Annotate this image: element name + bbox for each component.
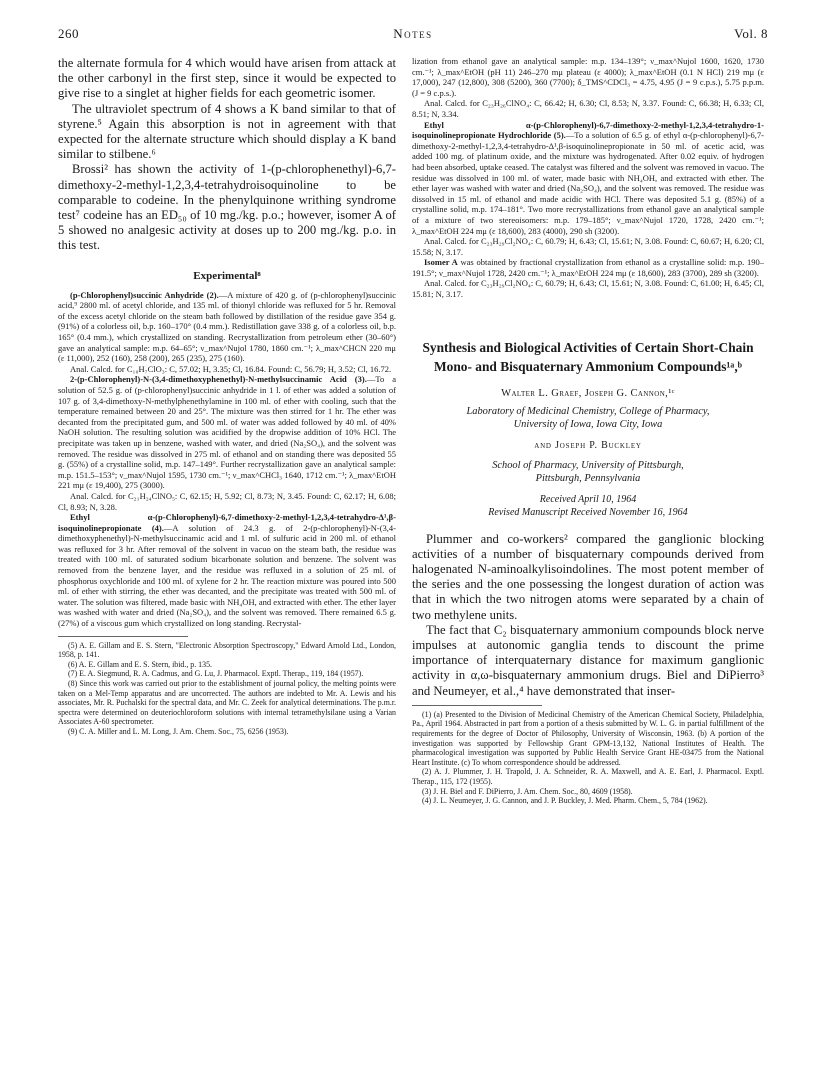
received-date: Received April 10, 1964 [539, 494, 637, 506]
footnote: (7) E. A. Siegmund, R. A. Cadmus, and G. Lu, J. Pharmacol. Exptl. Therap., 119, 184 (1957). [68, 669, 364, 679]
analysis-line: Anal. Calcd. for C₂₃H₂₉Cl₂NO₄: C, 60.79; H, 6.43; Cl, 15.61; N, 3.08. Found: C, 61.00; H, 6.45; Cl, 15.81; N, 3.17. [412, 278, 764, 300]
procedure-paragraph [58, 374, 396, 491]
procedure-paragraph [412, 120, 764, 237]
compound-heading: Isomer A [424, 257, 458, 268]
compound-heading: 2-(p-Chlorophenyl)-N-(3,4-dimethoxyphenethyl)-N-methylsuccinamic Acid (3). [70, 374, 367, 385]
footnote: (4) J. L. Neumeyer, J. G. Cannon, and J. P. Buckley, J. Med. Pharm. Chem., 5, 784 (1962). [422, 796, 708, 806]
procedure-paragraph [58, 290, 396, 364]
footnote: (6) A. E. Gillam and E. S. Stern, ibid., p. 135. [68, 659, 212, 669]
affiliation-line: Laboratory of Medicinal Chemistry, College of Pharmacy, [466, 405, 710, 417]
article-title: Synthesis and Biological Activities of Certain Short-Chain Mono- and Bisquaternary Ammonium Compounds¹ᵃ,ᵇ [422, 339, 754, 374]
page-header [58, 26, 768, 44]
second-author-line: and Joseph P. Buckley [534, 439, 642, 451]
intro-text [58, 56, 396, 254]
analysis-line: Anal. Calcd. for C₂₃H₂₉Cl₂NO₄: C, 60.79; H, 6.43; Cl, 15.61; N, 3.08. Found: C, 60.67; H, 6.20; Cl, 15.58; N, 3.17. [412, 236, 764, 257]
procedure-text: —A solution of 24.3 g. of 2-(p-chlorophenyl)-N-(3,4-dimethoxyphenethyl)-N-methylsuccinamic acid and 1 ml. of sulfuric acid in 200 ml. of ethanol was refluxed for 3 hr. After removal of the solvent in vacuo on the steam bath, the residue was treated with 100 ml. of saturated sodium bicarbonate solution and benzene. The solvent was removed from the benzene layer, and the residue was refluxed in a solution of 25 ml. of phosphorus oxychloride and 100 ml. of xylene for 2 hr. The reaction mixture was poured into 500 ml. of ether with stirring, the ether was decanted, and the precipitate was treated with 500 ml. of water. The solution was filtered, made basic with NH₄OH, and extracted with ether. The ether layer was washed with water and dried (Na₂SO₄), and the solvent was removed. There remained 6.5 g. (27%) of a viscous gum which crystallized on long standing. Recrystal- [58, 522, 396, 629]
footnote: (1) (a) Presented to the Division of Medicinal Chemistry of the American Chemical Society, Philadelphia, Pa., April 1964. Abstracted in part from a portion of a thesis submitted by W. L. G. in partial fulfillment of the requirements for the degree of Doctor of Philosophy, University of Wisconsin, 1963. (b) A portion of the investigation was supported by Fellowship Grant GPM-13,132, National Institutes of Health. The pharmacological investigation was supported by Public Health Service Grant HE-03475 from the National Heart Institute. (c) To whom correspondence should be addressed. [412, 709, 764, 767]
intro-paragraph: the alternate formula for 4 which would have arisen from attack at the other carbonyl in the first step, since it would be expected to give rise to a singlet at higher fields for each geometric isomer. [58, 56, 396, 101]
body-paragraph: The fact that C₂ bisquaternary ammonium compounds block nerve impulses at autonomic ganglia tends to discount the prime importance of interquaternary distance for maximum ganglionic activity in α,ω-bisquaternary ammonium drugs. Biel and DiPierro³ and Neumeyer, et al.,⁴ have demonstrated that inser- [412, 622, 764, 698]
analysis-line: Anal. Calcd. for C₁₀H₇ClO₃: C, 57.02; H, 3.35; Cl, 16.84. Found: C, 56.79; H, 3.52; Cl, 16.72. [70, 363, 392, 374]
procedure-text: —A mixture of 420 g. of (p-chlorophenyl)succinic acid,⁹ 2800 ml. of acetyl chloride, and 135 ml. of thionyl chloride was refluxed for 5 hr. Removal of the excess acetyl chloride on the steam bath followed by distillation of the residue gave 354 g. (91%) of a colorless oil, b.p. 160–170° (0.4 mm.). Redistillation gave 338 g. of a colorless oil, b.p. 165° (0.4 mm.), which crystallized on standing. Recrystallization from petroleum ether (30–60°) gave an analytical sample: m.p. 64–65°; ν_max^Nujol 1780, 1860 cm.⁻¹; λ_max^CHCN 220 mμ (ε 11,000), 252 (160), 258 (200), 265 (235), 275 (160). [58, 289, 396, 364]
intro-paragraph: Brossi² has shown the activity of 1-(p-chlorophenethyl)-6,7-dimethoxy-2-methyl-1,2,3,4-tetrahydroisoquinoline to be comparable to codeine. In the phenylquinone writhing syndrome test⁷ codeine has an ED₅₀ of 10 mg./kg. p.o.; however, isomer A of 5 showed no analgesic activity at doses up to 200 mg./kg. p.o. in this test. [58, 162, 396, 253]
footnote: (9) C. A. Miller and L. M. Long, J. Am. Chem. Soc., 75, 6256 (1953). [68, 726, 289, 736]
analysis-line: Anal. Calcd. for C₂₁H₂₄ClNO₅: C, 62.15; H, 5.92; Cl, 8.73; N, 3.45. Found: C, 62.17; H, 6.08; Cl, 8.93; N, 3.28. [58, 490, 396, 512]
footnote-divider [412, 705, 542, 706]
revised-date: Revised Manuscript Received November 16, 1964 [488, 506, 688, 518]
authors-line: Walter L. Graef, Joseph G. Cannon,¹ᶜ [501, 387, 675, 399]
procedure-paragraph [412, 257, 764, 278]
procedure-text: —To a solution of 52.5 g. of (p-chlorophenyl)succinic anhydride in 1 l. of ether was added a solution of 107 g. of 3,4-dimethoxy-N-methylphenethylamine in 100 ml. of ether with cooling, such that the temperature remained between 20 and 25°. The mixture was then stirred for 1 hr. The ether was decanted from the precipitated gum, and 500 ml. of water was added followed by 40 ml. of 40% NaOH solution. The resulting solution was acidified by the dropwise addition of 10% HCl. The precipitate was taken up in benzene, washed with water, and dried (Na₂SO₄), and the solvent was removed. The residue was dissolved in 275 ml. of ethanol and on standing there was deposited 55 g. (55%) of a crystalline solid, m.p. 147–149°. Further recrystallization gave an analytical sample: m.p. 151.5–153°; ν_max^Nujol 1595, 1730 cm.⁻¹; ν_max^CHCl₃ 1640, 1712 cm.⁻¹; λ_max^EtOH 221 mμ (ε 19,400), 275 (3000). [58, 374, 396, 491]
affiliation-line: University of Iowa, Iowa City, Iowa [513, 419, 663, 431]
footnote: (8) Since this work was carried out prior to the establishment of journal policy, the melting points were taken on a Mel-Temp apparatus and are uncorrected. The authors are indebted to Mr. A. Lewis and his associates, Mr. R. Puchalski for the spectral data, and Mr. C. Zeek for analytical determinations. The p.m.r. spectra were determined on deuteriochloroform solutions with internal tetramethylsilane using a Varian Associates A-60 spectrometer. [58, 679, 396, 727]
body-paragraph: Plummer and co-workers² compared the ganglionic blocking activities of a number of bisquaternary compounds derived from halogenated N-aminoalkylisoindolines. The most potent member of the series and the one possessing the longest duration of action was that in which the two nitrogen atoms were separated by a chain of two methylene units. [412, 531, 764, 622]
right-footnotes [412, 710, 764, 806]
page-number: 260 [58, 26, 79, 41]
procedure-text: lization from ethanol gave an analytical sample: m.p. 134–139°; ν_max^Nujol 1600, 1620, 1730 cm.⁻¹; λ_max^EtOH (pH 11) 246–270 mμ plateau (ε 4000); λ_max^EtOH (0.1 N HCl) 219 mμ (ε 17,000), 247 (12,800), 308 (5200), 360 (7700); δ_TMS^CDCl₃ = 4.75, 4.95 (J = 9 c.p.s.), 5.75 p.p.m. (J = 9 c.p.s.). [412, 56, 764, 98]
procedure-text: —To a solution of 6.5 g. of ethyl α-(p-chlorophenyl)-6,7-dimethoxy-2-methyl-1,2,3,4-tetrahydro-Δ¹,β-isoquinolinepropionate in 50 ml. of acetic acid, was added 100 mg. of platinum oxide, and the mixture was hydrogenated. After 0.02 equiv. of hydrogen had been absorbed, uptake ceased. The catalyst was filtered and the solvent was removed in vacuo. The residue was dissolved in 100 ml. of water, made basic with NH₄OH, and extracted with ether. The ether layer was washed with water and dried (Na₂SO₄), and the solvent was removed. The residue was dissolved in 15 ml. of ethanol and made acidic with HCl. There was deposited 5.1 g. (85%) of a crystalline solid, m.p. 174–181°. Two more recrystallizations from ethanol gave an analytical sample of a mixture of two stereoisomers: m.p. 179–185°; ν_max^Nujol 1720, 1728, 2420 cm.⁻¹; λ_max^EtOH 224 mμ (ε 18,600), 283 (4000), 290 sh (3200). [412, 130, 764, 236]
footnote: (2) A. J. Plummer, J. H. Trapold, J. A. Schneider, R. A. Maxwell, and A. E. Earl, J. Pharmacol. Exptl. Therap., 115, 172 (1955). [412, 767, 764, 787]
compound-heading: (p-Chlorophenyl)succinic Anhydride (2). [70, 289, 219, 300]
volume-label: Vol. 8 [734, 26, 768, 41]
procedure-text: was obtained by fractional crystallization from ethanol as a crystalline solid: m.p. 190–191.5°; ν_max^Nujol 1728, 2420 cm.⁻¹; λ_max^EtOH 224 mμ (ε 18,600), 283 (3700), 289 sh (3200). [412, 257, 764, 278]
analysis-line: Anal. Calcd. for C₂₃H₂₆ClNO₄: C, 66.42; H, 6.30; Cl, 8.53; N, 3.37. Found: C, 66.38; H, 6.33; Cl, 8.51; N, 3.34. [412, 98, 764, 119]
affiliation-line: School of Pharmacy, University of Pittsburgh, [492, 459, 684, 471]
footnote: (3) J. H. Biel and F. DiPierro, J. Am. Chem. Soc., 80, 4609 (1958). [422, 786, 633, 796]
compound-heading: Ethyl α-(p-Chlorophenyl)-6,7-dimethoxy-2-methyl-1,2,3,4-tetrahydro-1-isoquinolinepropionate Hydrochloride (5). [412, 119, 764, 141]
experimental-heading: Experimental⁸ [193, 269, 261, 282]
intro-paragraph: The ultraviolet spectrum of 4 shows a K band similar to that of styrene.⁵ Again this absorption is not in agreement with that expected for the alternate structure which should display a K band similar to stilbene.⁶ [58, 101, 396, 162]
compound-heading: Ethyl α-(p-Chlorophenyl)-6,7-dimethoxy-2-methyl-1,2,3,4-tetrahydro-Δ¹,β-isoquinolinepropionate (4). [58, 512, 396, 533]
right-column [412, 56, 764, 806]
left-column [58, 56, 396, 737]
affiliation-line: Pittsburgh, Pennsylvania [535, 473, 641, 485]
article-header [412, 338, 764, 520]
left-footnotes [58, 641, 396, 737]
article-body [412, 532, 764, 699]
running-title: Notes [393, 26, 433, 41]
procedure-paragraph [58, 512, 396, 629]
experimental-text [58, 290, 396, 629]
footnote: (5) A. E. Gillam and E. S. Stern, "Electronic Absorption Spectroscopy," Edward Arnold Ltd., London, 1958, p. 141. [58, 640, 396, 660]
footnote-divider [58, 636, 188, 637]
experimental-continued [412, 56, 764, 300]
